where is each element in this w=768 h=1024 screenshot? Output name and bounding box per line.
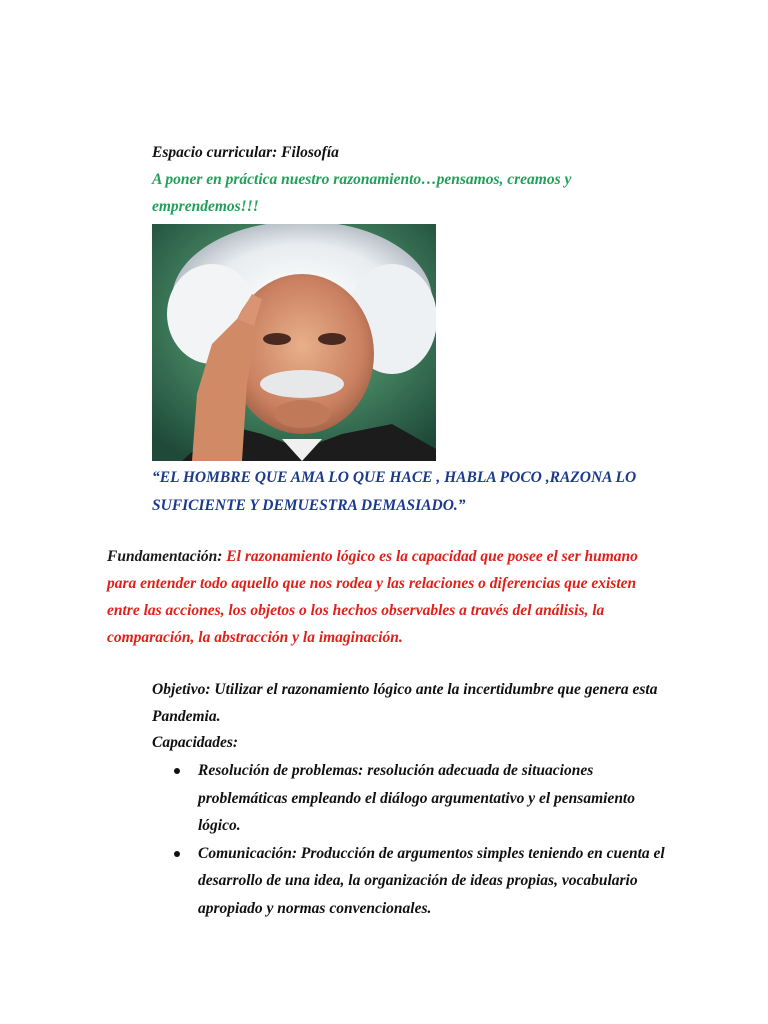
fundamentacion-text: El razonamiento lógico es la capacidad que posee el ser humano para entender todo aquello que nos rodea y las relaciones o diferencias que existen entre las acciones, los objetos o los hechos observables a través del análisis, la comparación, la abstracción y la imaginación. — [107, 548, 638, 646]
fundamentacion-label: Fundamentación: — [107, 548, 223, 565]
portrait-image — [152, 224, 436, 461]
capacidad-text: Resolución de problemas: resolución adecuada de situaciones problemáticas empleando el diálogo argumentativo y el pensamiento lógico. — [198, 762, 635, 834]
subject-line: Espacio curricular: Filosofía — [152, 144, 339, 161]
objetivo-text: Objetivo: Utilizar el razonamiento lógico ante la incertidumbre que genera esta Pandemia. — [152, 681, 658, 725]
capacidad-text: Comunicación: Producción de argumentos simples teniendo en cuenta el desarrollo de una idea, la organización de ideas propias, vocabulario apropiado y normas convencionales. — [198, 844, 665, 917]
motto-text: A poner en práctica nuestro razonamiento…pensamos, creamos y emprendemos!!! — [152, 171, 572, 215]
list-item — [152, 840, 672, 923]
fundamentacion-paragraph — [107, 543, 667, 651]
bullet-icon — [174, 851, 180, 857]
capacidades-heading: Capacidades: — [152, 734, 239, 751]
bullet-icon — [174, 768, 180, 774]
list-item — [152, 757, 672, 840]
capacidades-list — [152, 757, 672, 922]
quote-text: “EL HOMBRE QUE AMA LO QUE HACE , HABLA POCO ,RAZONA LO SUFICIENTE Y DEMUESTRA DEMASIADO.” — [152, 469, 637, 514]
